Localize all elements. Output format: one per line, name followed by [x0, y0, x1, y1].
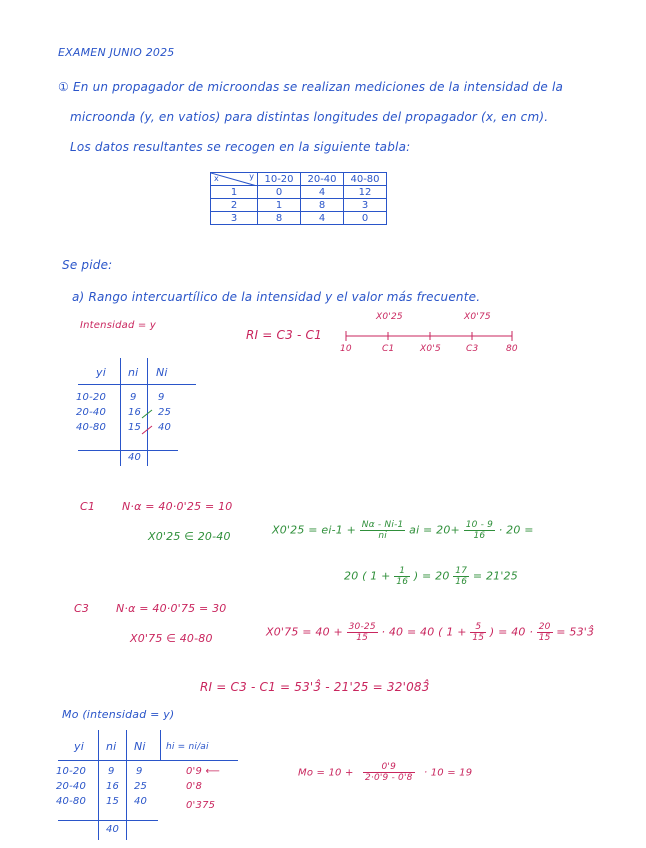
- freq-table-2-header: Ni: [134, 740, 146, 753]
- number-line-top-label: X0'25: [376, 312, 403, 322]
- mo-formula-fraction: [363, 762, 415, 783]
- c3-f3-num: 20: [538, 622, 551, 632]
- c1-step2-a: 20 ( 1 +: [344, 569, 391, 583]
- table-cell: 4: [301, 186, 344, 199]
- table-row: [211, 212, 387, 225]
- c1-formula-fraction: [360, 520, 406, 541]
- table-row-header: 2: [211, 199, 258, 212]
- freq-table-2-total: 40: [106, 824, 120, 835]
- freq-table-1-cell: 15: [128, 422, 142, 433]
- table-corner-cell: [211, 173, 258, 186]
- data-table: [210, 172, 387, 225]
- table-col-header: 40-80: [344, 173, 387, 186]
- freq-table-2-cell: 0'375: [186, 800, 216, 811]
- c3-formula-fraction-2: [470, 622, 486, 643]
- table-cell: 3: [344, 199, 387, 212]
- part-a-statement: a) Rango intercuartílico de la intensidad y el valor más frecuente.: [72, 290, 481, 304]
- number-line-top-label: X0'75: [464, 312, 491, 322]
- freq-table-2-cell: 15: [106, 796, 120, 807]
- freq-table-2: [54, 730, 244, 842]
- c1-step2-fd2: 16: [455, 577, 468, 587]
- freq-table-1-header: Ni: [156, 366, 168, 379]
- corner-x-label: x: [214, 174, 219, 183]
- c3-formula-fraction-1: [347, 622, 378, 643]
- freq-table-1-cell: 10-20: [76, 392, 107, 403]
- table-cell: 0: [344, 212, 387, 225]
- c1-formula-fraction-2: [464, 520, 495, 541]
- freq-table-2-cell: 40-80: [56, 796, 87, 807]
- c1-label: C1: [80, 500, 96, 513]
- c1-position: N·α = 40·0'25 = 10: [122, 500, 233, 513]
- number-line: [340, 310, 540, 360]
- table-row: [211, 199, 387, 212]
- table-cell: 8: [258, 212, 301, 225]
- c3-position: N·α = 40·0'75 = 30: [116, 602, 227, 615]
- table-row-header: 3: [211, 212, 258, 225]
- freq-table-2-cell: 25: [134, 781, 148, 792]
- c3-label: C3: [74, 602, 90, 615]
- freq-table-2-cell: 0'9 ⟵: [186, 766, 220, 777]
- c1-step2-result: = 21'25: [472, 569, 518, 583]
- c3-interval: X0'75 ∈ 40-80: [130, 632, 213, 645]
- c3-f2-den: 15: [472, 633, 485, 643]
- freq-table-2-header: hi = ni/ai: [166, 742, 209, 752]
- exam-title: EXAMEN JUNIO 2025: [58, 46, 175, 59]
- c1-formula-frac-den: 16: [473, 531, 486, 541]
- freq-table-1-cell: 20-40: [76, 407, 107, 418]
- c1-step2-fn: 1: [394, 566, 410, 577]
- freq-table-2-header: yi: [74, 740, 84, 753]
- freq-table-2-cell: 9: [108, 766, 115, 777]
- freq-table-2-cell: 10-20: [56, 766, 87, 777]
- freq-table-1-cell: 9: [130, 392, 137, 403]
- table-col-header: 20-40: [301, 173, 344, 186]
- mo-formula: [298, 762, 472, 783]
- mo-label: Mo (intensidad = y): [62, 708, 175, 721]
- c3-formula-mid2: ) = 40 ·: [489, 625, 534, 639]
- c1-step2-fraction: [394, 566, 410, 587]
- freq-table-1-cell: 40: [158, 422, 172, 433]
- c3-formula-result: = 53'3̂: [556, 625, 595, 639]
- table-cell: 4: [301, 212, 344, 225]
- c1-step2-fraction-2: [453, 566, 469, 587]
- number-line-bottom-label: X0'5: [420, 344, 441, 354]
- c1-formula-end: · 20 =: [498, 523, 534, 537]
- se-pide-label: Se pide:: [62, 258, 113, 272]
- c1-formula-lhs: X0'25 =: [272, 523, 318, 537]
- ri-result: RI = C3 - C1 = 53'3̂ - 21'25 = 32'083̂: [200, 680, 430, 694]
- problem-line-3: Los datos resultantes se recogen en la siguiente tabla:: [70, 140, 411, 154]
- freq-table-1: [74, 358, 204, 470]
- table-row: [211, 186, 387, 199]
- number-line-bottom-label: C1: [382, 344, 395, 354]
- c3-f2-num: 5: [470, 622, 486, 633]
- freq-table-1-header: ni: [128, 366, 139, 379]
- problem-line-2: microonda (y, en vatios) para distintas longitudes del propagador (x, en cm).: [70, 110, 549, 124]
- c1-formula-ai: ai = 20+: [409, 523, 460, 537]
- table-cell: 0: [258, 186, 301, 199]
- table-cell: 12: [344, 186, 387, 199]
- intensidad-label: Intensidad = y: [80, 320, 156, 331]
- number-line-bottom-label: C3: [466, 344, 479, 354]
- freq-table-2-cell: 9: [136, 766, 143, 777]
- c3-f1-den: 15: [356, 633, 369, 643]
- c3-formula-fraction-3: [537, 622, 553, 643]
- freq-table-1-header: yi: [96, 366, 106, 379]
- c1-formula-eim: ei-1 +: [321, 523, 357, 537]
- freq-table-1-cell: 40-80: [76, 422, 107, 433]
- ri-formula: RI = C3 - C1: [246, 328, 322, 342]
- freq-table-2-cell: 20-40: [56, 781, 87, 792]
- c3-formula-lhs: X0'75 = 40 +: [266, 625, 343, 639]
- c1-interval: X0'25 ∈ 20-40: [148, 530, 231, 543]
- c3-f3-den: 15: [538, 633, 551, 643]
- freq-table-2-cell: 0'8: [186, 781, 203, 792]
- mo-formula-lhs: Mo = 10 +: [298, 767, 354, 779]
- table-cell: 1: [258, 199, 301, 212]
- c1-formula: [272, 520, 534, 541]
- corner-y-label: y: [249, 172, 254, 181]
- c3-formula-mid: · 40 = 40 ( 1 +: [381, 625, 467, 639]
- table-col-header: 10-20: [258, 173, 301, 186]
- freq-table-1-cell: 16: [128, 407, 142, 418]
- table-cell: 8: [301, 199, 344, 212]
- table-row-header: 1: [211, 186, 258, 199]
- freq-table-2-cell: 16: [106, 781, 120, 792]
- c3-formula: [266, 622, 594, 643]
- c3-f1-num: 30-25: [348, 622, 376, 632]
- freq-table-2-header: ni: [106, 740, 117, 753]
- c1-formula-num: Nα - Ni-1: [361, 520, 404, 530]
- mo-formula-rhs: · 10 = 19: [423, 767, 473, 779]
- freq-table-2-cell: 40: [134, 796, 148, 807]
- freq-table-1-cell: 9: [158, 392, 165, 403]
- c1-step2-b: ) = 20: [413, 569, 450, 583]
- c1-step2-fn2: 17: [455, 566, 468, 576]
- freq-table-1-total: 40: [128, 452, 142, 463]
- problem-line-1: ① En un propagador de microondas se realizan mediciones de la intensidad de la: [58, 80, 564, 94]
- number-line-bottom-label: 10: [340, 344, 352, 354]
- c1-step2-fd: 16: [396, 577, 409, 587]
- c1-formula-den: ni: [378, 531, 387, 541]
- mo-formula-num: 0'9: [363, 762, 415, 773]
- freq-table-1-cell: 25: [158, 407, 172, 418]
- mo-formula-den: 2·0'9 - 0'8: [364, 773, 413, 783]
- number-line-bottom-label: 80: [506, 344, 518, 354]
- c1-formula-frac-num: 10 - 9: [465, 520, 494, 530]
- c1-step2: [344, 566, 518, 587]
